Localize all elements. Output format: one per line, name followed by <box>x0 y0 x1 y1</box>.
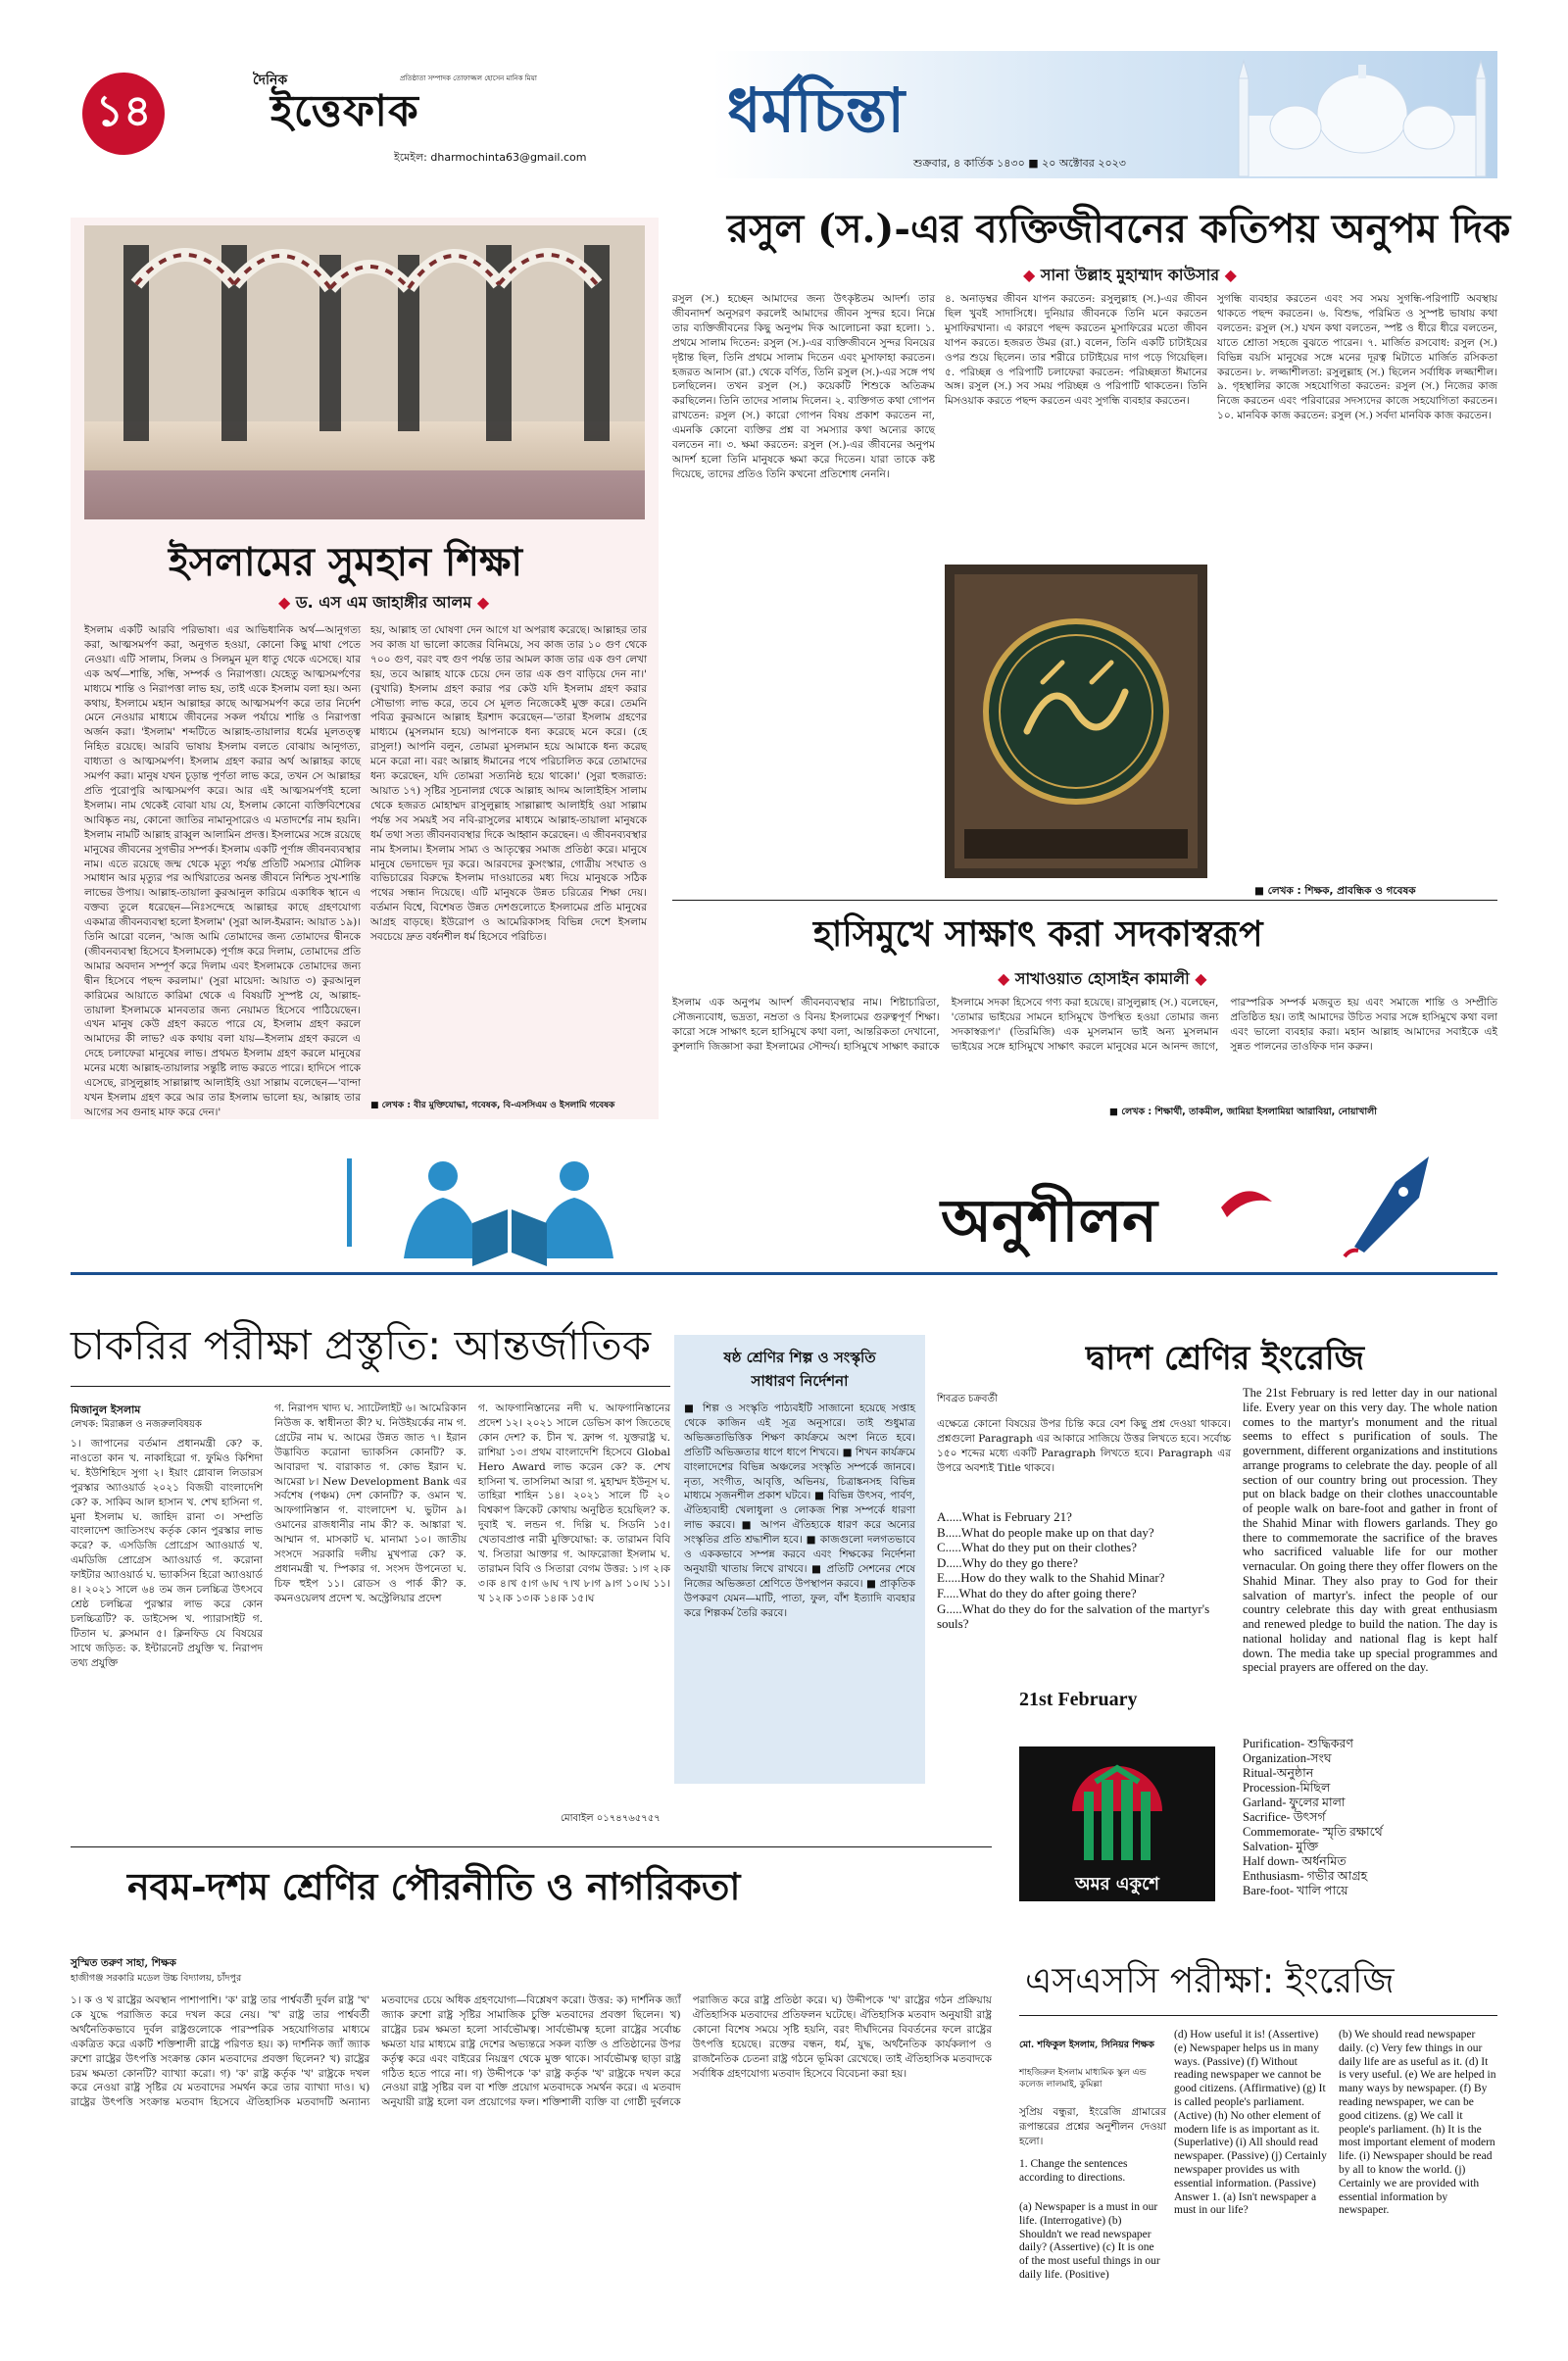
ekushe-label: অমর একুশে <box>1075 1874 1159 1894</box>
job-exam-title: চাকরির পরীক্ষা প্রস্তুতি: আন্তর্জাতিক <box>71 1321 652 1369</box>
ssc-items-col-1: (a) Newspaper is a must in our life. (Interrogative) (b) Shouldn't we read newspaper daily? (Assertive) (c) It is one of the most useful things in our daily life. (Positive) <box>1019 2201 1160 2281</box>
islam-author <box>278 590 489 616</box>
job-exam-author: মিজানুল ইসলাম <box>71 1403 141 1416</box>
civics-body: ১। ক ও খ রাষ্ট্রের অবস্থান পাশাপাশি। 'ক' রাষ্ট্র তার পার্শ্ববর্তী দুর্বল রাষ্ট্র 'খ' কে যুদ্ধে পরাজিত করে দখল করে নেয়। 'খ' রাষ্ট্র তার পার্শ্ববর্তী অর্থনৈতিকভাবে দুর্বল রাষ্ট্রগুলোকে পারস্পরিক সহযোগিতার মাধ্যমে একত্রিত করে একটি শক্তিশালী রাষ্ট্রে পরিণত হয়। ক) দার্শনিক জ্যাঁ জ্যাক রুশো রাষ্ট্রের উৎপত্তি সংক্রান্ত কোন মতবাদের প্রবক্তা ছিলেন? খ) রাষ্ট্রের চরম ক্ষমতা কোনটি? ব্যাখ্যা করো। গ) 'ক' রাষ্ট্র কর্তৃক 'খ' রাষ্ট্রকে দখল করে নেওয়া রাষ্ট্র সৃষ্টির যে মতবাদের সমর্থন করে তার ব্যাখ্যা দাও। ঘ) রাষ্ট্রের উৎপত্তি সংক্রান্ত মতবাদ হিসেবে ঐতিহাসিক মতবাদটি অন্যান্য মতবাদের চেয়ে অধিক গ্রহণযোগ্য—বিশ্লেষণ করো। উত্তর: ক) দার্শনিক জ্যাঁ জ্যাক রুশো রাষ্ট্র সৃষ্টির সামাজিক চুক্তি মতবাদের প্রবক্তা ছিলেন। খ) রাষ্ট্রের চরম ক্ষমতা হলো সার্বভৌমত্ব। সার্বভৌমত্ব হলো রাষ্ট্রের সর্বোচ্চ ক্ষমতা যার মাধ্যমে রাষ্ট্র দেশের অভ্যন্তরে সকল ব্যক্তি ও প্রতিষ্ঠানের উপর কর্তৃত্ব করে এবং বাইরের নিয়ন্ত্রণ থেকে মুক্ত থাকে। সার্বভৌমত্ব ছাড়া রাষ্ট্র গঠিত হতে পারে না। গ) উদ্দীপকে 'ক' রাষ্ট্র কর্তৃক 'খ' রাষ্ট্রকে দখল করে নেওয়া রাষ্ট্র সৃষ্টির বল বা শক্তি প্রয়োগ মতবাদকে সমর্থন করে। এ মতবাদ অনুযায়ী রাষ্ট্র হলো বল প্রয়োগের ফল। শক্তিশালী ব্যক্তি বা গোষ্ঠী দুর্বলকে পরাজিত করে রাষ্ট্র প্রতিষ্ঠা করে। ঘ) উদ্দীপকে 'খ' রাষ্ট্রের গঠন প্রক্রিয়ায় ঐতিহাসিক মতবাদের প্রতিফলন ঘটেছে। ঐতিহাসিক মতবাদ অনুযায়ী রাষ্ট্র কোনো বিশেষ সময়ে সৃষ্টি হয়নি, বরং দীর্ঘদিনের বিবর্তনের ফলে রাষ্ট্রের উৎপত্তি হয়েছে। রক্তের বন্ধন, ধর্ম, যুদ্ধ, অর্থনৈতিক কার্যকলাপ ও রাজনৈতিক চেতনা রাষ্ট্র গঠনে ভূমিকা রেখেছে। তাই ঐতিহাসিক মতবাদকে সর্বাধিক গ্রহণযোগ্য মতবাদ হিসেবে বিবেচনা করা হয়। <box>71 1994 992 2109</box>
islam-article <box>71 218 659 1119</box>
bullet-icon: ◆ <box>998 969 1015 988</box>
rasul-col-3: সুগন্ধি ব্যবহার করতেন এবং সব সময় সুগন্ধি-পরিপাটি অবস্থায় থাকতে পছন্দ করতেন। ৬. বিশুদ্ধ, পরিমিত ও সুস্পষ্ট ভাষায় কথা বলতেন: রসুল (স.) যখন কথা বলতেন, স্পষ্ট ও ধীরে ধীরে বলতেন, যাতে শ্রোতা সহজে বুঝতে পারেন। ৭. মার্জিত রসবোধ: রসুল (স.) বিভিন্ন বয়সি মানুষের সঙ্গে মনের দূরত্ব মিটাতে মার্জিত রসিকতা করতেন। ৮. লজ্জাশীলতা: রসুলুল্লাহ (স.) ছিলেন সর্বাধিক লজ্জাশীল। ৯. গৃহস্থালির কাজে সহযোগিতা করতেন: রসুল (স.) নিজের কাজ নিজে করতেন এবং পরিবারের সদস্যদের কাজে সহযোগিতা করতেন। ১০. মানবিক কাজ করতেন: রসুল (স.) সর্বদা মানবিক কাজ করতেন। <box>1217 293 1497 422</box>
rasul-col-2: ৪. অনাড়ম্বর জীবন যাপন করতেন: রসুলুল্লাহ (স.)-এর জীবন ছিল খুবই সাদাসিধে। দুনিয়ার জীবনকে তিনি মনে করতেন মুসাফিরখানা। এ কারণে পছন্দ করতেন মুসাফিরের মতো জীবন যাপন করতে। হজরত উমর (রা.) বলেন, তিনি একটি চাটাইয়ের ওপর শুয়ে ছিলেন। তার শরীরে চাটাইয়ের দাগ পড়ে গিয়েছিল। ৫. পরিচ্ছন্ন ও পরিপাটি চলাফেরা করতেন: পরিচ্ছন্নতা ঈমানের অঙ্গ। রসুল (স.) সব সময় পরিচ্ছন্ন ও পরিপাটি থাকতেন। তিনি মিসওয়াক করতে পছন্দ করতেন এবং সুগন্ধি ব্যবহার করতেন। <box>945 293 1207 408</box>
paper-tagline: প্রতিষ্ঠাতা সম্পাদক তোফাজ্জল হোসেন মানিক মিয়া <box>400 74 537 82</box>
rasul-signoff: ■ লেখক : শিক্ষক, প্রাবন্ধিক ও গবেষক <box>1254 885 1416 897</box>
vocab-item: Ritual-অনুষ্ঠান <box>1243 1766 1314 1780</box>
ssc-items-col-2: (d) How useful it is! (Assertive) (e) Newspaper helps us in many ways. (Passive) (f) Without reading newspaper we cannot be good citizens. (Affirmative) (g) It is called people's parliament. (Active) (h) No other element of modern life is as important as it. (Superlative) (i) All should read newspaper. (Passive) (j) Certainly newspaper provides us with essential information. (Passive) Answer 1. (a) Isn't newspaper a must in our life? <box>1174 2029 1327 2217</box>
paper-logo <box>253 69 547 147</box>
issue-date: শুক্রবার, ৪ কার্তিক ১৪৩০ ■ ২০ অক্টোবর ২০২৩ <box>913 157 1126 170</box>
art-culture-title-1: ষষ্ঠ শ্রেণির শিল্প ও সংস্কৃতি <box>723 1349 876 1366</box>
job-exam <box>71 1303 670 1843</box>
question-f: F.....What do they do after going there? <box>937 1585 1137 1600</box>
vocab-item: Salvation- মুক্তি <box>1243 1840 1319 1853</box>
question-g: G.....What do they do for the salvation of the martyr's souls? <box>937 1600 1210 1632</box>
rasul-title: রসুল (স.)-এর ব্যক্তিজীবনের কতিপয় অনুপম দিক <box>727 206 1511 252</box>
job-exam-author-note: লেখক: মিরাক্কল ও নজরুলবিষয়ক <box>71 1419 202 1430</box>
band-line <box>71 1272 1497 1275</box>
ssc-intro: সুপ্রিয় বন্ধুরা, ইংরেজি গ্রামারের রূপান্তরের প্রশ্নের অনুশীলন দেওয়া হলো। <box>1019 2106 1166 2147</box>
islam-author-name: ড. এস এম জাহাঙ্গীর আলম <box>295 593 472 612</box>
ribbon-icon <box>1217 1178 1276 1227</box>
band-bar <box>347 1158 352 1247</box>
question-c: C.....What do they put on their clothes? <box>937 1540 1137 1555</box>
ssc-english-title: এসএসসি পরীক্ষা: ইংরেজি <box>1025 1961 1395 2001</box>
students-reading-icon <box>365 1151 659 1268</box>
islam-signoff: ■ লেখক : বীর মুক্তিযোদ্ধা, গবেষক, বি-এসসিএম ও ইসলামি গবেষক <box>370 1101 615 1110</box>
bullet-icon: ◆ <box>1219 266 1237 284</box>
rasul-author-name: সানা উল্লাহ মুহাম্মাদ কাউসার <box>1040 266 1220 284</box>
vocab-item: Procession-মিছিল <box>1243 1781 1331 1795</box>
english12-intro: এক্ষেত্রে কোনো বিষয়ের উপর চিন্তি করে বেশ কিছু প্রশ্ন দেওয়া থাকবে। প্রশ্নগুলো Paragraph এর আকারে সাজিয়ে উত্তর লিখতে হবে। সর্বোচ্চ ১৫০ শব্দের মধ্যে একটি Paragraph লিখতে হবে। Paragraph এর উপরে অবশ্যই Title থাকবে। <box>937 1418 1231 1474</box>
bullet-icon: ◆ <box>1189 969 1207 988</box>
islam-col-1: ইসলাম একটি আরবি পরিভাষা। এর আভিধানিক অর্থ—আনুগত্য করা, আত্মসমর্পণ করা, অনুগত হওয়া, কোনো কিছু মাথা পেতে নেওয়া। এটি সালাম, সিলম ও সিলমুন মূল ধাতু থেকে এসেছে। যার এক অর্থ—শান্তি, সন্ধি, সম্পর্ক ও নিরাপত্তা। যেহেতু আত্মসমর্পণের মাধ্যমে শান্তি ও নিরাপত্তা লাভ হয়, তাই একে ইসলাম বলা হয়। অন্য কথায়, ইসলামে মহান আল্লাহর কাছে আত্মসমর্পণ করে তার নির্দেশ মেনে নেওয়ার মাধ্যমে জীবনের সকল পর্যায়ে শান্তি ও নিরাপত্তা অর্জন করা। 'ইসলাম' শব্দটিতে আল্লাহ-তায়ালার ধর্মের মূলতত্ত্ব নিহিত রয়েছে। আরবি ভাষায় ইসলাম বলতে বোঝায় আনুগত্য, বাধ্যতা ও আত্মসমর্পণ। ইসলাম গ্রহণ করার অর্থ আল্লাহর কাছে সমর্পণ করা। মানুষ যখন চূড়ান্ত পূর্ণতা লাভ করে, তখন সে আল্লাহর প্রতি পুরোপুরি আত্মসমর্পণ করে। আর এই আত্মসমর্পণই হলো ইসলাম। নাম থেকেই বোঝা যায় যে, ইসলাম কোনো ব্যক্তিবিশেষের আবিষ্কৃত নয়, কোনো জাতির নামানুসারেও এ মতাদর্শের নাম হয়নি। ইসলাম নামটি আল্লাহ রাব্বুল আলামিন প্রদত্ত। ইসলামের সঙ্গে রয়েছে মানুষের জীবনের সুগভীর সম্পর্ক। ইসলাম একটি পূর্ণাঙ্গ জীবনব্যবস্থার নাম। এতে রয়েছে জন্ম থেকে মৃত্যু পর্যন্ত প্রতিটি সমস্যার মৌলিক সমাধান আর মৃত্যুর পর আখিরাতের অনন্ত জীবনে নিশ্চিত সুখ-শান্তি লাভের উপায়। আল্লাহ-তায়ালা কুরআনুল কারিমে একাধিক স্থানে এ বক্তব্য তুলে ধরেছেন—নিঃসন্দেহে আল্লাহর কাছে গ্রহণযোগ্য একমাত্র জীবনব্যবস্থা হলো ইসলাম' (সুরা আল-ইমরান: আয়াত ১৯)। তিনি আরো বলেন, 'আজ আমি তোমাদের জন্য তোমাদের দ্বীনকে (জীবনব্যবস্থা হিসেবে ইসলামকে) পূর্ণাঙ্গ করে দিলাম, তোমাদের প্রতি আমার অবদান সম্পূর্ণ করে দিলাম এবং ইসলামকে তোমাদের জন্য দ্বীন হিসেবে পছন্দ করলাম।' (সুরা মায়েদা: আয়াত ৩) কুরআনুল কারিমের আয়াতে কারিমা থেকে এ বিষয়টি সুস্পষ্ট যে, আল্লাহ-তায়ালা ইসলামকে মানবতার জন্য নেয়ামত হিসেবে পাঠিয়েছেন। এখন মানুষ কেউ গ্রহণ করতে পারে যে, ইসলাম গ্রহণ করলে আমাদের কী লাভ? এক কথায় বলা যায়—ইসলাম গ্রহণ করলে এ দেহে চলাফেরা মানুষের লাভ। প্রথমত ইসলাম গ্রহণ করলে মানুষের মনের মধ্যে আল্লাহ-তায়ালার সন্তুষ্টি লাভ করতে পারে। হাদিসে পাকে এসেছে, রাসুলুল্লাহ সাল্লাল্লাহু আলাইহি ওয়া সাল্লাম বলেছেন—'বান্দা যখন ইসলাম গ্রহণ করে আর তার ইসলাম ভালো হয়, আল্লাহ তার আগের সব গুনাহ মাফ করে দেন।' <box>84 624 361 1118</box>
smile-body: ইসলাম এক অনুপম আদর্শ জীবনব্যবস্থার নাম। শিষ্টাচারিতা, সৌজন্যবোধ, ভদ্রতা, নম্রতা ও বিনয় ইসলামের গুরুত্বপূর্ণ শিক্ষা। কারো সঙ্গে সাক্ষাৎ হলে হাসিমুখে কথা বলা, আন্তরিকতা দেখানো, কুশলাদি জিজ্ঞাসা করা ইসলামের সৌন্দর্য। হাসিমুখে সাক্ষাৎ করাকে ইসলামে সদকা হিসেবে গণ্য করা হয়েছে। রাসুলুল্লাহ (স.) বলেছেন, 'তোমার ভাইয়ের সামনে হাসিমুখে উপস্থিত হওয়া তোমার জন্য সদকাস্বরূপ।' (তিরমিজি) এক মুসলমান ভাই অন্য মুসলমান ভাইয়ের সঙ্গে হাসিমুখে সাক্ষাৎ করলে মানুষের মনে আনন্দ জাগে, পারস্পরিক সম্পর্ক মজবুত হয় এবং সমাজে শান্তি ও সম্প্রীতি প্রতিষ্ঠিত হয়। তাই আমাদের উচিত সবার সঙ্গে হাসিমুখে কথা বলা এবং ভালো ব্যবহার করা। মহান আল্লাহ আমাদের সবাইকে এই সুন্নত পালনের তাওফিক দান করুন। <box>672 997 1497 1053</box>
job-exam-col-1: ১। জাপানের বর্তমান প্রধানমন্ত্রী কে? ক. নাওতো কান খ. নাকাহিরো গ. ফুমিও কিশিদা ঘ. ইউশিহিদে সুগা ২। ইয়াং গ্লোবাল লিডারস পুরস্কার অ্যাওয়ার্ড ২০২১ বিজয়ী বাংলাদেশি কে? ক. সাকিব আল হাসান খ. শেখ হাসিনা গ. মুনা ইসলাম ঘ. জাহিদ রানা ৩। সম্প্রতি বাংলাদেশ জাতিসংঘ কর্তৃক কোন পুরস্কার লাভ করে? ক. এসডিজি প্রোগ্রেস অ্যাওয়ার্ড খ. এমডিজি প্রোগ্রেস অ্যাওয়ার্ড গ. করোনা ফাইটার অ্যাওয়ার্ড ঘ. ভ্যাকসিন হিরো অ্যাওয়ার্ড ৪। ২০২১ সালে ৬৪ তম জন চলচ্চিত্র উৎসবে শ্রেষ্ঠ চলচ্চিত্র পুরস্কার লাভ করে কোন চলচ্চিত্রটি? ক. ডাইসেন্স খ. প্যারাসাইট গ. টিতান ঘ. ক্লসমান ৫। ক্লিনফিড যে বিষয়ের সাথে জড়িত: ক. ইন্টারনেট প্রযুক্তি খ. নিরাপদ তথ্য প্রযুক্তি <box>71 1438 263 1669</box>
english12-questions <box>937 1509 1231 1686</box>
ssc-task: 1. Change the sentences according to directions. <box>1019 2158 1128 2184</box>
vocab-item: Commemorate- স্মৃতি রক্ষার্থে <box>1243 1825 1383 1839</box>
question-b: B.....What do people make up on that day? <box>937 1524 1154 1540</box>
vocab-item: Half down- অর্ধনমিত <box>1243 1854 1347 1868</box>
vocab-item: Organization-সংঘ <box>1243 1751 1332 1765</box>
english12-title: দ্বাদশ শ্রেণির ইংরেজি <box>1086 1339 1365 1378</box>
smile-title: হাসিমুখে সাক্ষাৎ করা সদকাস্বরূপ <box>813 913 1263 955</box>
divider <box>71 1386 670 1387</box>
masthead <box>71 51 1497 178</box>
civics-author: সুস্মিত তরুণ সাহা, শিক্ষক <box>71 1957 176 1969</box>
shaheed-minar-icon <box>1039 1752 1196 1868</box>
calligraphy-photo <box>945 565 1207 878</box>
english12-vocab <box>1243 1737 1497 1913</box>
pen-nib-icon <box>1335 1153 1452 1260</box>
rasul-author <box>1023 263 1237 289</box>
question-e: E.....How do they walk to the Shahid Minar? <box>937 1570 1165 1586</box>
vocab-item: Sacrifice- উৎসর্গ <box>1243 1810 1326 1824</box>
english12-author: শিবব্রত চক্রবর্তী <box>937 1394 998 1404</box>
mosque-illustration <box>1227 57 1497 176</box>
vocab-item: Bare-foot- খালি পায়ে <box>1243 1884 1348 1897</box>
smile-author-name: সাখাওয়াত হোসাইন কামালী <box>1014 969 1190 988</box>
paper-tag: দৈনিক <box>253 73 288 88</box>
ssc-author-note: শাহজিরুল ইসলাম মাধ্যমিক স্কুল এন্ড কলেজ লালমাই, কুমিল্লা <box>1019 2068 1147 2090</box>
civics-author-note: হাজীগঞ্জ সরকারি মডেল উচ্চ বিদ্যালয়, চাঁদপুর <box>71 1973 242 1984</box>
paper-name: ইত্তেফাক <box>270 86 419 136</box>
civics-title: নবম-দশম শ্রেণির পৌরনীতি ও নাগরিকতা <box>127 1864 741 1908</box>
divider <box>71 1846 992 1847</box>
job-exam-phone: মোবাইল ০১৭৪৭৬৫৭৫৭ <box>561 1813 661 1824</box>
divider <box>1019 2015 1497 2016</box>
question-a: A.....What is February 21? <box>937 1509 1072 1524</box>
bullet-icon: ◆ <box>471 593 490 612</box>
english12-subheading: 21st February <box>1019 1689 1138 1710</box>
bullet-icon: ◆ <box>278 593 296 612</box>
question-d: D.....Why do they go there? <box>937 1554 1079 1570</box>
mosque-interior-photo <box>84 225 645 519</box>
divider <box>672 900 1497 901</box>
smile-signoff: ■ লেখক : শিক্ষার্থী, তাকমীল, জামিয়া ইসলামিয়া আরাবিয়া, নোয়াখালী <box>1109 1107 1377 1117</box>
vocab-item: Enthusiasm- গভীর আগ্রহ <box>1243 1869 1368 1883</box>
rasul-col-1: রসুল (স.) হচ্ছেন আমাদের জন্য উৎকৃষ্টতম আদর্শ। তার জীবনাদর্শ অনুসরণ করলেই আমাদের জীবন সুন্দর হবে। নিম্নে তার ব্যক্তিজীবনের কিছু অনুপম দিক আলোচনা করা হলো। ১. প্রথমে সালাম দিতেন: রসুল (স.)-এর ব্যক্তিজীবনে সুন্দর বিনয়ের দৃষ্টান্ত ছিল, তিনি প্রথমে সালাম দিতেন এবং মুসাফাহা করতেন। হজরত আনাস (রা.) থেকে বর্ণিত, তিনি রসুল (স.)-এর সঙ্গে পথ চলছিলেন। তখন রসুল (স.) কয়েকটি শিশুকে অতিক্রম করছিলেন। তিনি তাদের সালাম দিলেন। ২. ব্যক্তিগত কথা গোপন রাখতেন: রসুল (স.) কারো গোপন বিষয় প্রকাশ করতেন না, এমনকি কোনো ব্যক্তির প্রশ্ন বা সমস্যার কথা অন্যের কাছে বলতেন না। ৩. ক্ষমা করতেন: রসুল (স.)-এর জীবনের অনুপম আদর্শ হলো তিনি মানুষকে ক্ষমা করে দিতেন। যারা তাকে কষ্ট দিয়েছে, তাদের প্রতিও তিনি কখনো প্রতিশোধ নেননি। <box>672 293 935 480</box>
anushilon-title: অনুশীলন <box>941 1187 1157 1255</box>
ssc-author: মো. শফিকুল ইসলাম, সিনিয়র শিক্ষক <box>1019 2040 1154 2050</box>
english12-paragraph: The 21st February is red letter day in our national life. Every year on this very day. The whole nation comes to the martyr's monument and the ritual seems to effect s purification of souls. The government, different organizations and institutions arrange programs to celebrate the day. people of all section of our country bring out procession. They put on black badge on their clothes unaccountable of people walk on bare-foot and gather in front of the Shahid Minar with flowers garlands. They go there to commemorate the sacrifice of the braves who sacrificed valuable life for our mother vernacular. On going there they offer flowers on the Shahid Minar. They also pray to God for their salvation of martyr's. infect the people of our country celebrate this day with great enthusiasm and renewed pledge to build the nation. The day is national holiday and national flag is kept half down. The media take up special programmes and special prayers are offered on the day. <box>1243 1386 1497 1675</box>
job-exam-col-3: গ. আফগানিস্তানের নদী ঘ. আফগানিস্তানের প্রদেশ ১২। ২০২১ সালে ডেভিস কাপ জিতেছে কোন দেশ? ক. চীন খ. ফ্রান্স গ. যুক্তরাষ্ট্র ঘ. রাশিয়া ১৩। প্রথম বাংলাদেশি হিসেবে Global Hero Award লাভ করেন কে? ক. শেখ হাসিনা খ. তাসলিমা আরা গ. মুহাম্মদ ইউনূস ঘ. তাহিরা শাহিন ১৪। ২০২১ সালে টি ২০ বিশ্বকাপ ক্রিকেট কোথায় অনুষ্ঠিত হয়েছিল? ক. দুবাই খ. লন্ডন গ. দিল্লি ঘ. সিডনি ১৫। খেতাবপ্রাপ্ত নারী মুক্তিযোদ্ধা: ক. তারামন বিবি খ. সিতারা আক্তার গ. আফরোজা ইসলাম ঘ. তারামন বিবি ও সিতারা বেগম উত্তর: ১।গ ২।ক ৩।ক ৪।খ ৫।গ ৬।ঘ ৭।খ ৮।গ ৯।গ ১০।ঘ ১১।খ ১২।ক ১৩।ক ১৪।ক ১৫।ঘ <box>478 1402 670 1604</box>
anushilon-band <box>71 1139 1497 1286</box>
bullet-icon: ◆ <box>1023 266 1041 284</box>
ekushe-emblem <box>1019 1746 1215 1901</box>
smile-author <box>998 966 1207 993</box>
islam-col-2: হয়, আল্লাহ তা ঘোষণা দেন আগে যা অপরাধ করেছে। আল্লাহর তার সব কাজ যা ভালো কাজের বিনিময়ে, সব কাজ তার ১০ গুণ থেকে ৭০০ গুণ, বরং বহু গুণ পর্যন্ত তার আমল কাজ তার এক গুণ লেখা হয়, তবে আল্লাহ যাকে চেয়ে দেন তার এক গুণ বাড়িয়ে দেন না।' (বুখারি) ইসলাম গ্রহণ করার পর কেউ যদি ইসলাম গ্রহণ করার সৌভাগ্য লাভ করে, তবে সে মূলত নিজেকেই মুক্ত করে। তেমনি পবিত্র কুরআনে আল্লাহ ইরশাদ করেছেন—'তারা ইসলাম গ্রহণের মাধ্যমে (মুসলমান হয়ে) আপনাকে ধন্য করেছে মনে করে। (হে রাসুল!) আপনি বলুন, তোমরা মুসলমান হয়ে আমাকে ধন্য করেছ মনে করো না। বরং আল্লাহ ঈমানের পথে পরিচালিত করে তোমাদের ধন্য করেছেন, যদি তোমরা সত্যনিষ্ঠ হয়ে থাকো।' (সুরা হুজরাত: আয়াত ১৭) সৃষ্টির সূচনালগ্ন থেকে আল্লাহ আদম আলাইহিস সালাম থেকে হজরত মোহাম্মদ রাসুলুল্লাহ সাল্লাল্লাহু আলাইহি ওয়া সাল্লাম পর্যন্ত সব সময়ই সব নবি-রাসুলের মাধ্যমে আল্লাহ-তায়ালা মানুষকে ধর্ম তথা সত্য জীবনব্যবস্থার দিকে আহ্বান করেছেন। এ জীবনব্যবস্থার নাম ইসলাম। ইসলাম সাম্য ও আতৃত্বের সমাজ প্রতিষ্ঠা করে। মানুষে মানুষে ভেদাভেদ দূর করে। আরবদের কুসংস্কার, গোত্রীয় সংঘাত ও ব্যভিচারের বিরুদ্ধে ইসলাম দাওয়াতের মধ্য দিয়ে মানুষকে সঠিক পথের সন্ধান দিয়েছে। এটি মানুষকে উন্নত চরিত্রের শিক্ষা দেয়। বর্তমান বিশ্বে, বিশেষত উন্নত দেশগুলোতে ইসলামের প্রতি মানুষের আগ্রহ বাড়ছে। ইউরোপ ও আমেরিকাসহ বিভিন্ন দেশে ইসলাম সবচেয়ে দ্রুত বর্ধনশীল ধর্ম হিসেবে পরিচিত। <box>370 624 647 944</box>
job-exam-col-2: গ. নিরাপদ খাদ্য ঘ. স্যাটেলাইট ৬। আমেরিকান নিউজ ক. স্বাধীনতা কী? ঘ. নিউইয়র্কের নাম গ. গ্রেটের নাম ঘ. আমের উন্নত জাত ৭। ইরান উদ্ভাবিত করোনা ভ্যাকসিন কোনটি? ক. আবারদা খ. বারাকাত গ. কোভ ইরান ঘ. আমেরা ৮। New Development Bank এর সর্বশেষ (পঞ্চম) দেশ কোনটি? ক. ওমান খ. আফগানিস্তান গ. বাংলাদেশ ঘ. ভুটান ৯। ওমানের রাজধানীর নাম কী? ক. আঙ্কারা খ. আম্মান গ. মাসকাট ঘ. মানামা ১০। জাতীয় সংসদে সরকারি দলীয় মুখপাত্র কে? ক. প্রধানমন্ত্রী খ. স্পিকার গ. সংসদ উপনেতা ঘ. চিফ হুইপ ১১। রোডস ও পার্ক কী? ক. কমনওয়েলথ প্রদেশ খ. অস্ট্রেলিয়ার প্রদেশ <box>274 1402 466 1604</box>
masthead-email[interactable]: ইমেইল: dharmochinta63@gmail.com <box>394 151 587 164</box>
section-title: ধর্মচিন্তা <box>727 74 906 146</box>
vocab-item: Garland- ফুলের মালা <box>1243 1795 1346 1809</box>
page-number: ১৪ <box>82 73 165 155</box>
vocab-item: Purification- শুদ্ধিকরণ <box>1243 1737 1353 1750</box>
islam-title: ইসলামের সুমহান শিক্ষা <box>169 539 523 585</box>
art-culture-box <box>674 1335 925 1784</box>
art-culture-body: ■ শিল্প ও সংস্কৃতি পাঠ্যবইটি সাজানো হয়েছে সপ্তাহ থেকে কাজিন এই সূত্র অনুসারে। তাই শুধুমাত্র অভিজ্ঞতাভিত্তিক শিক্ষণ কার্যক্রমে অংশ নিতে হবে। প্রতিটি অভিজ্ঞতার ধাপে ধাপে শিখবে। ■ শিখন কার্যক্রমে বাংলাদেশের বিভিন্ন অঞ্চলের সংস্কৃতি সম্পর্কে জানবে। নৃত্য, সংগীত, আবৃত্তি, অভিনয়, চিত্রাঙ্কনসহ বিভিন্ন মাধ্যমে সৃজনশীল প্রকাশ ঘটবে। ■ বিভিন্ন উৎসব, পার্বণ, ঐতিহ্যবাহী খেলাধুলা ও লোকজ শিল্প সম্পর্কে ধারণা লাভ করবে। ■ আপন ঐতিহ্যকে ধারণ করে অন্যের সংস্কৃতির প্রতি শ্রদ্ধাশীল হবে। ■ কাজগুলো দলগতভাবে ও এককভাবে সম্পন্ন করবে এবং শিক্ষকের নির্দেশনা অনুযায়ী খাতায় লিখে রাখবে। ■ প্রতিটি সেশনের শেষে নিজের অভিজ্ঞতা শ্রেণিতে উপস্থাপন করবে। ■ প্রাকৃতিক উপকরণ যেমন—মাটি, পাতা, ফুল, বাঁশ ইত্যাদি ব্যবহার করে শিল্পকর্ম তৈরি করবে। <box>684 1402 915 1619</box>
ssc-items-col-3: (b) We should read newspaper daily. (c) Very few things in our daily life are as useful as it. (d) It is very useful. (e) We are helped in many ways by newspaper. (f) By reading newspaper, we can be good citizens. (g) We call it people's parliament. (h) It is the most important element of modern life. (i) Newspaper should be read by all to know the world. (j) Certainly we are provided with essential information by newspaper. <box>1339 2029 1496 2217</box>
art-culture-title-2: সাধারণ নির্দেশনা <box>751 1372 849 1390</box>
